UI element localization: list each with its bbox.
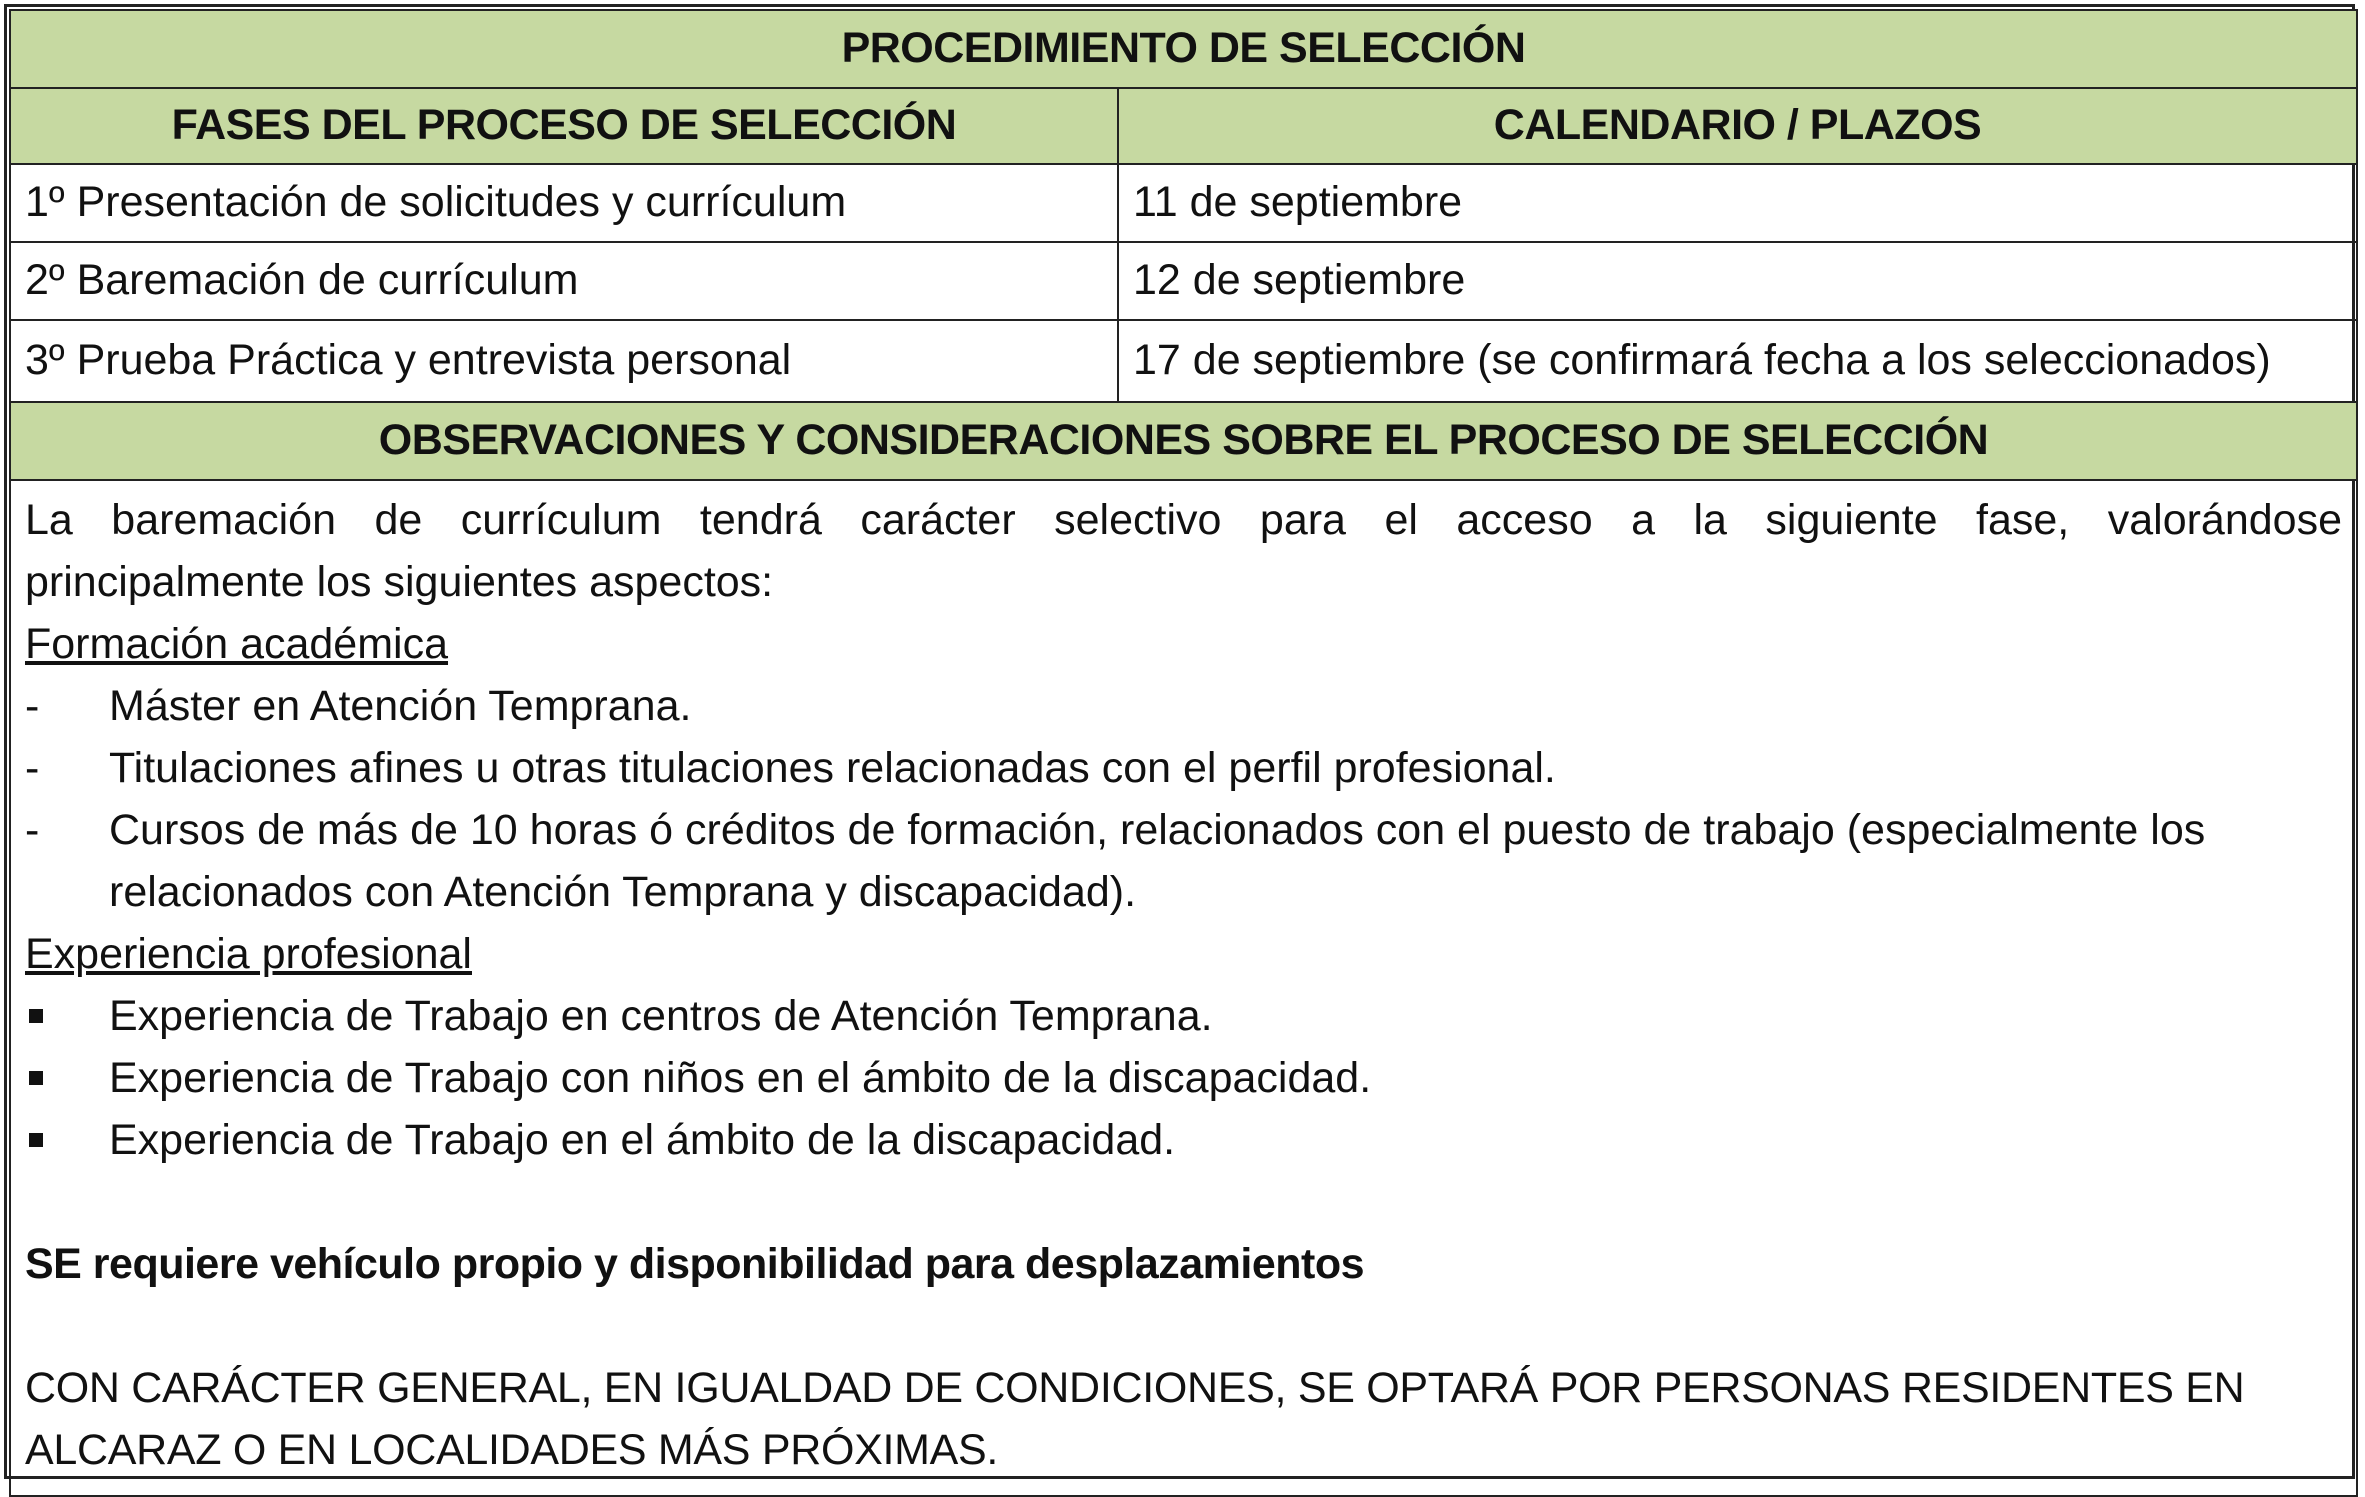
dash-marker: - <box>25 744 40 792</box>
list-item-text: Experiencia de Trabajo en centros de Atención Temprana. <box>109 992 1213 1040</box>
selection-table <box>9 9 2358 1497</box>
list-item-text: Cursos de más de 10 horas ó créditos de formación, relacionados con el puesto de trabajo (especialmente los relacionados con Atención Temprana y discapacidad). <box>109 806 2206 916</box>
general-condition: CON CARÁCTER GENERAL, EN IGUALDAD DE CONDICIONES, SE OPTARÁ POR PERSONAS RESIDENTES EN ALCARAZ O EN LOCALIDADES MÁS PRÓXIMAS. <box>25 1364 2245 1474</box>
spacer <box>25 1295 2342 1357</box>
date-cell: 12 de septiembre <box>1118 242 2357 320</box>
experience-list <box>25 985 2342 1171</box>
list-item <box>25 737 2342 799</box>
table-row <box>10 164 2357 242</box>
date-cell: 17 de septiembre (se confirmará fecha a los seleccionados) <box>1118 320 2357 402</box>
experience-title: Experiencia profesional <box>25 930 472 978</box>
dash-marker: - <box>25 806 40 854</box>
phase-cell: 3º Prueba Práctica y entrevista personal <box>10 320 1118 402</box>
list-item-text: Máster en Atención Temprana. <box>109 682 692 730</box>
list-item-text: Experiencia de Trabajo con niños en el ámbito de la discapacidad. <box>109 1054 1372 1102</box>
column-header-phases: FASES DEL PROCESO DE SELECCIÓN <box>10 88 1118 164</box>
observations-intro <box>25 489 2342 613</box>
observations-body <box>10 480 2357 1496</box>
date-cell: 11 de septiembre <box>1118 164 2357 242</box>
intro-line: principalmente los siguientes aspectos: <box>25 558 774 606</box>
list-item <box>25 1047 2342 1109</box>
phase-cell: 2º Baremación de currículum <box>10 242 1118 320</box>
phase-cell: 1º Presentación de solicitudes y currículum <box>10 164 1118 242</box>
intro-line: La baremación de currículum tendrá carácter selectivo para el acceso a la siguiente fase, valorándose <box>25 496 2342 544</box>
observations-heading: OBSERVACIONES Y CONSIDERACIONES SOBRE EL PROCESO DE SELECCIÓN <box>10 402 2357 480</box>
column-header-calendar: CALENDARIO / PLAZOS <box>1118 88 2357 164</box>
list-item <box>25 675 2342 737</box>
table-row <box>10 242 2357 320</box>
table-row <box>10 320 2357 402</box>
spacer <box>25 1171 2342 1233</box>
list-item-text: Experiencia de Trabajo en el ámbito de la discapacidad. <box>109 1116 1176 1164</box>
selection-procedure-document <box>9 9 2356 1480</box>
academic-list <box>25 675 2342 923</box>
list-item <box>25 985 2342 1047</box>
academic-title: Formación académica <box>25 620 449 668</box>
list-item <box>25 1109 2342 1171</box>
vehicle-requirement: SE requiere vehículo propio y disponibilidad para desplazamientos <box>25 1240 1365 1288</box>
table-title: PROCEDIMIENTO DE SELECCIÓN <box>10 10 2357 88</box>
list-item-text: Titulaciones afines u otras titulaciones relacionadas con el perfil profesional. <box>109 744 1556 792</box>
dash-marker: - <box>25 682 40 730</box>
list-item <box>25 799 2342 923</box>
